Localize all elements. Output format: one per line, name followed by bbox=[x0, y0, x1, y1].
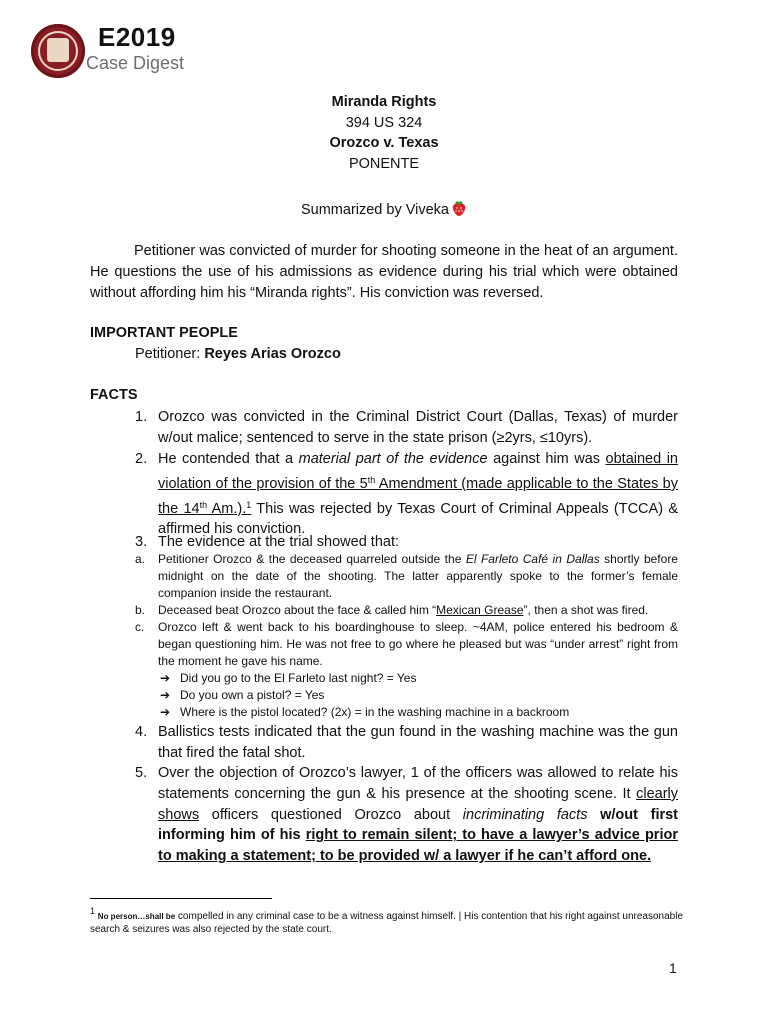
facts-list-cont bbox=[135, 722, 679, 867]
fact-text: This was rejected by Texas Court of Criminal Appeals (TCCA) & affirmed his conviction. bbox=[158, 500, 678, 538]
fact-text: obtained in violation of the provision of the 5 bbox=[158, 451, 678, 492]
fact-text: Am.). bbox=[207, 500, 247, 517]
header-subtitle: Case Digest bbox=[86, 53, 185, 73]
fact-5 bbox=[135, 763, 679, 867]
fact-text: against him was bbox=[487, 451, 606, 467]
fact-bold: w/out first informing him of his bbox=[158, 806, 679, 844]
fact-3 bbox=[135, 532, 678, 553]
case-ponente: PONENTE bbox=[348, 155, 420, 172]
fact-text: The evidence at the trial showed that: bbox=[158, 534, 400, 550]
fact-text: Ballistics tests indicated that the gun found in the washing machine was the gun that fired the fatal shot. bbox=[158, 724, 678, 761]
subfact-letter: a. bbox=[135, 552, 146, 566]
seal-emblem bbox=[47, 38, 69, 62]
fact-emphasis: incriminating facts bbox=[462, 806, 588, 823]
fact-text: Over the objection of Orozco’s lawyer, 1 of the officers was allowed to relate his statements concerning the gun & his presence at the shooting scene. It bbox=[158, 765, 678, 802]
subfact-letter: c. bbox=[135, 620, 145, 634]
petitioner-line bbox=[135, 346, 723, 362]
fact-emphasis: material part of the evidence bbox=[298, 451, 488, 467]
case-heading bbox=[0, 92, 768, 174]
page-number: 1 bbox=[669, 960, 677, 976]
case-citation: 394 US 324 bbox=[345, 114, 423, 131]
fact-text: officers questioned Orozco about bbox=[199, 806, 463, 823]
question-text: Do you own a pistol? = Yes bbox=[180, 688, 325, 702]
facts-heading: FACTS bbox=[90, 387, 138, 403]
subfact-a bbox=[135, 551, 678, 602]
arrow-icon: ➔ bbox=[160, 688, 171, 702]
subfact-text: Orozco left & went back to his boardinghouse to sleep. ~4AM, police entered his bedroom & began questioning him. He was not free to go where he pleased but was “under arrest” right from the moment he gave his name. bbox=[158, 620, 678, 668]
facts-list bbox=[135, 407, 678, 553]
question-item bbox=[158, 687, 569, 704]
fact-number: 4. bbox=[135, 724, 148, 740]
case-name: Orozco v. Texas bbox=[329, 135, 439, 151]
footnote-number: 1 bbox=[90, 906, 96, 916]
arrow-icon: ➔ bbox=[160, 705, 171, 719]
subfact-b bbox=[135, 602, 678, 619]
footnote-lead: No person…shall be bbox=[97, 912, 176, 921]
superscript: th bbox=[367, 474, 376, 485]
arrow-icon: ➔ bbox=[160, 671, 171, 685]
case-topic: Miranda Rights bbox=[331, 94, 437, 110]
school-seal-logo bbox=[31, 24, 85, 78]
header-title: E2019 bbox=[98, 22, 176, 52]
petitioner-name: Reyes Arias Orozco bbox=[204, 346, 341, 362]
fact-bold-underlined: right to remain silent; to have a lawyer’s advice prior to making a statement; to be provided w/ a lawyer if he can’t afford one. bbox=[158, 827, 678, 865]
footnote bbox=[90, 905, 690, 936]
questions-list bbox=[158, 670, 569, 721]
subfact-underlined: Mexican Grease bbox=[436, 603, 524, 617]
fact-text: Orozco was convicted in the Criminal District Court (Dallas, Texas) of murder w/out malice; sentenced to serve in the state prison (≥2yrs, ≤10yrs). bbox=[158, 409, 678, 446]
footnote-divider bbox=[90, 898, 272, 899]
footnote-ref: 1 bbox=[246, 499, 252, 510]
petitioner-label: Petitioner: bbox=[135, 346, 205, 362]
intro-paragraph: Petitioner was convicted of murder for shooting someone in the heat of an argument. He questions the use of his admissions as evidence during his trial which were obtained without affording him his “Miranda rights”. His conviction was reversed. bbox=[90, 243, 678, 301]
subfact-letter: b. bbox=[135, 603, 146, 617]
fact-number: 5. bbox=[135, 765, 148, 781]
fact-4 bbox=[135, 722, 678, 763]
summarized-by-line bbox=[0, 199, 768, 221]
fact-text: Amendment (made applicable to the States by the 14 bbox=[158, 475, 678, 517]
fact-underlined: clearly shows bbox=[158, 785, 678, 823]
fact-2 bbox=[135, 449, 678, 538]
question-text: Did you go to the El Farleto last night? = Yes bbox=[180, 671, 417, 685]
question-item bbox=[158, 704, 569, 721]
subfact-text: shortly before midnight on the date of the shooting. The latter apparently spoke to the former’s female companion inside the restaurant. bbox=[158, 552, 678, 600]
fact-number: 2. bbox=[135, 451, 148, 467]
people-heading: IMPORTANT PEOPLE bbox=[90, 325, 238, 341]
summarized-by: Summarized by Viveka bbox=[300, 202, 450, 218]
subfact-c bbox=[135, 619, 678, 670]
question-text: Where is the pistol located? (2x) = in the washing machine in a backroom bbox=[180, 705, 570, 719]
subfact-text: Petitioner Orozco & the deceased quarreled outside the bbox=[158, 552, 466, 566]
superscript: th bbox=[199, 499, 208, 510]
question-item bbox=[158, 670, 569, 687]
footnote-text: compelled in any criminal case to be a witness against himself. | His contention that his right against unreasonable search & seizures was also rejected by the state court. bbox=[90, 911, 684, 935]
fact-number: 1. bbox=[135, 409, 148, 425]
subfact-emphasis: El Farleto Café in Dallas bbox=[465, 552, 600, 566]
fact-number: 3. bbox=[135, 534, 148, 550]
fact-text: He contended that a bbox=[158, 451, 299, 467]
subfact-text: ”, then a shot was fired. bbox=[523, 603, 649, 617]
strawberry-icon bbox=[451, 199, 467, 221]
subfact-text: Deceased beat Orozco about the face & called him “ bbox=[158, 603, 437, 617]
fact-1 bbox=[135, 407, 678, 449]
